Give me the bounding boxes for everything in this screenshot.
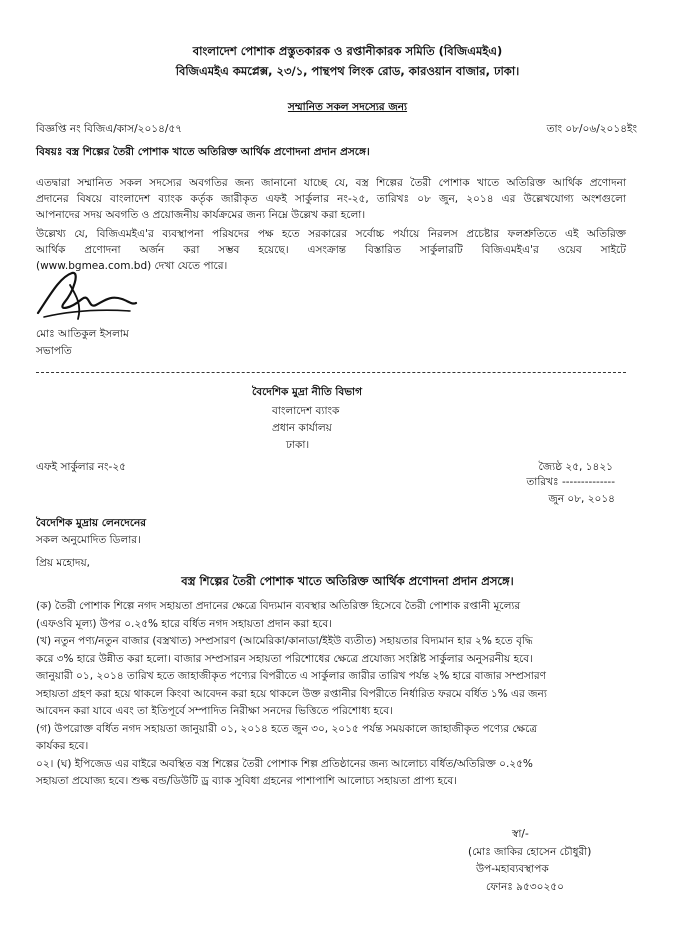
org-name: বাংলাদেশ পোশাক প্রস্তুতকারক ও রপ্তানীকারক সমিতি (বিজিএমইএ) — [192, 44, 503, 58]
notice-subject: বিষয়ঃ বস্ত্র শিল্পের তৈরী পোশাক খাতে অতিরিক্ত আর্থিক প্রণোদনা প্রদান প্রসঙ্গে। — [36, 146, 370, 158]
circular-items — [36, 598, 632, 791]
addressee-line-1: বৈদেশিক মুদ্রায় লেনদেনের — [36, 517, 147, 529]
list-item: সহায়তা প্রযোজ্য হবে। শুল্ক বন্ড/ডিউটি ড্র ব্যাক সুবিধা গ্রহনের পাশাপাশি আলোচ্য সহায়তা প্রাপ্য হবে। — [36, 775, 458, 787]
list-item: জানুয়ারী ০১, ২০১৪ তারিখ হতে জাহাজীকৃত পণ্যের বিপরীতে এ সার্কুলার জারীর তারিখ পর্যন্ত ২% হারে বাজার সম্প্রসারণ — [36, 670, 546, 682]
addressee-line-2: সকল অনুমোদিত ডিলার। — [36, 534, 141, 546]
list-item: (খ) নতুন পণ্য/নতুন বাজার (বস্ত্রখাত) সম্প্রসারণ (আমেরিকা/কানাডা/ইইউ ব্যতীত) সহায়তার বিদ্যমান হার ২% হতে বৃদ্ধি — [36, 635, 533, 647]
circular-office: প্রধান কার্যালয় — [272, 422, 332, 434]
president-signature — [30, 265, 140, 325]
circular-subject: বস্ত্র শিল্পের তৈরী পোশাক খাতে অতিরিক্ত আর্থিক প্রণোদনা প্রদান প্রসঙ্গে। — [181, 574, 514, 588]
list-item: সহায়তা গ্রহণ করা হয়ে থাকলে কিংবা আবেদন করা হয়ে থাকলে উক্ত রপ্তানীর বিপরীতে নির্ধারিত ফরমে বর্ধিত ১% এর জন্য — [36, 687, 547, 700]
notice-paragraph-2: উল্লেখ্য যে, বিজিএমইএ'র ব্যবস্থাপনা পরিষদের পক্ষ হতে সরকারের সর্বোচ্চ পর্যায়ে নিরলস প্রচেষ্টার ফলশ্রুতিতে এই অতিরিক্ত আর্থিক প্রণোদনা অর্জন করা সম্ভব হয়েছে। এসংক্রান্ত বিস্তারিত সার্কুলারটি বিজিএমইএ'র ওয়েব সাইটে (www.bgmea.com.bd) দেখা যেতে পারে। — [36, 228, 626, 272]
list-item: আবেদন করা যাবে এবং তা ইতিপূর্বে সম্পাদিত নিরীক্ষা সনদের ভিত্তিতে পরিশোধ্য হবে। — [36, 705, 393, 717]
salutation: প্রিয় মহোদয়, — [36, 557, 91, 569]
signatory-name: মোঃ আতিকুল ইসলাম — [36, 328, 129, 340]
notice-ref-no: বিজ্ঞপ্তি নং বিজিএ/কাস/২০১৪/৫৭ — [36, 123, 183, 135]
notice-paragraph-1: এতদ্বারা সম্মানিত সকল সদস্যের অবগতির জন্য জানানো যাচ্ছে যে, বস্ত্র শিল্পের তৈরী পোশাক খাতে অতিরিক্ত আর্থিক প্রণোদনা প্রদানের বিষয়ে বাংলাদেশ ব্যাংক কর্তৃক জারীকৃত এফই সার্কুলার নং-২৫, তারিখঃ ০৮ জুন, ২০১৪ এর উল্লেখযোগ্য অংশগুলো আপনাদের সদয় অবগতি ও প্রয়োজনীয় কার্যক্রমের জন্য নিম্নে উল্লেখ করা হলো। — [36, 177, 626, 221]
circular-date-english: জুন ০৮, ২০১৪ — [548, 493, 615, 505]
circular-department: বৈদেশিক মুদ্রা নীতি বিভাগ — [252, 386, 362, 398]
list-item: (গ) উপরোক্ত বর্ধিত নগদ সহায়তা জানুয়ারী ০১, ২০১৪ হতে জুন ৩০, ২০১৫ পর্যন্ত সময়কালে জাহাজীকৃত পণ্যের ক্ষেত্রে — [36, 722, 538, 735]
signatory-title: সভাপতি — [36, 345, 72, 357]
circular-city: ঢাকা। — [286, 439, 310, 451]
list-item: কার্যকর হবে। — [36, 740, 89, 752]
circular-bank: বাংলাদেশ ব্যাংক — [272, 405, 340, 417]
list-item: ০২। (ঘ) ইপিজেড এর বাইরে অবস্থিত বস্ত্র শিল্পের তৈরী পোশাক শিল্প প্রতিষ্ঠানের জন্য আলোচ্য বর্ধিত/অতিরিক্ত ০.২৫% — [36, 757, 533, 770]
circular-number: এফই সার্কুলার নং-২৫ — [36, 461, 126, 473]
notice-date: তাং ০৮/০৬/২০১৪ইং — [546, 123, 637, 135]
audience-heading: সম্মানিত সকল সদস্যের জন্য — [287, 101, 408, 113]
list-item: করে ৩% হারে উন্নীত করা হলো। বাজার সম্প্রসারন সহায়তা পরিশোধের ক্ষেত্রে প্রযোজ্য সংশ্লিষ্ট সার্কুলার অনুসরনীয় হবে। — [36, 652, 533, 665]
sign-title: উপ-মহাব্যবস্থাপক — [476, 863, 549, 875]
sign-mark: স্বা/- — [512, 828, 529, 840]
org-address: বিজিএমইএ কমপ্লেক্স, ২৩/১, পান্থপথ লিংক রোড, কারওয়ান বাজার, ঢাকা। — [175, 64, 520, 78]
circular-date-label: তারিখঃ -------------- — [526, 476, 615, 488]
sign-name: (মোঃ জাকির হোসেন চৌধুরী) — [468, 846, 592, 858]
section-divider — [36, 372, 626, 373]
list-item: (ক) তৈরী পোশাক শিল্পে নগদ সহায়তা প্রদানের ক্ষেত্রে বিদ্যমান ব্যবস্থার অতিরিক্ত হিসেবে তৈরী পোশাক রপ্তানী মূল্যের — [36, 600, 521, 612]
sign-phone: ফোনঃ ৯৫৩০২৫০ — [486, 881, 564, 893]
circular-date-bangla: জ্যৈষ্ঠ ২৫, ১৪২১ — [538, 461, 613, 473]
list-item: (এফওবি মূল্য) উপর ০.২৫% হারে বর্ধিত নগদ সহায়তা প্রদান করা হবে। — [36, 617, 332, 630]
